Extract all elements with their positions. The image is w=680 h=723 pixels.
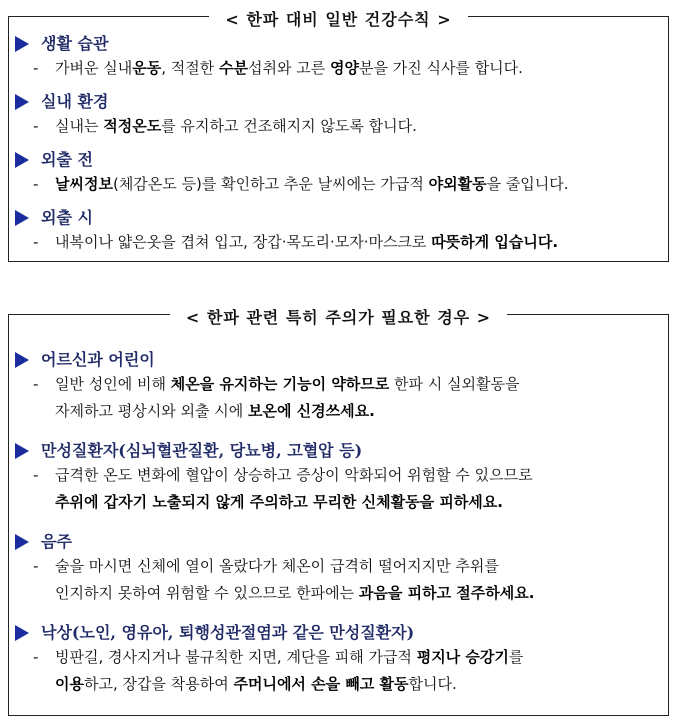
triangle-right-icon [15,625,29,641]
emphasis-text: 영양 [329,59,359,77]
general-section-body [33,55,658,82]
body-text: 하고, 장갑을 착용하여 [83,675,234,693]
body-text: 를 유지하고 건조해지지 않도록 합니다. [161,117,417,135]
body-line [33,580,658,607]
body-text: 한파 시 실외활동을 [389,375,520,393]
emphasis-text: 추위에 갑자기 노출되지 않게 주의하고 무리한 신체활동을 피하세요. [55,493,503,511]
emphasis-text: 운동 [132,59,162,77]
emphasis-text: 과음을 피하고 절주하세요. [358,584,535,602]
general-section-body [33,113,658,140]
special-caution-title: < 한파 관련 특히 주의가 필요한 경우 > [9,305,668,328]
general-rules-box [8,10,669,262]
body-text: 내복이나 얇은옷을 겹쳐 입고, 장갑·목도리·모자·마스크로 [55,233,432,251]
body-line: - 빙판길, 경사지거나 불규칙한 지면, 계단을 피해 가급적 평지나 승강기를 [33,648,524,666]
general-section-body [33,229,658,256]
general-section-body [33,171,658,198]
body-line: - 날씨정보(체감온도 등)를 확인하고 추운 날씨에는 가급적 야외활동을 줄입니다. [33,175,569,193]
general-section-heading [15,207,93,229]
body-text: 일반 성인에 비해 [55,375,171,393]
general-rules-title: < 한파 대비 일반 건강수칙 > [9,7,668,30]
body-line: - 일반 성인에 비해 체온을 유지하는 기능이 약하므로 한파 시 실외활동을 [33,375,520,393]
body-line [33,671,658,698]
general-heading-text: 외출 시 [41,208,93,227]
triangle-right-icon [15,36,29,52]
emphasis-text: 날씨정보 [55,175,113,193]
special-section-body [33,462,658,516]
general-section-heading [15,91,108,113]
emphasis-text: 체온을 유지하는 기능이 약하므로 [170,375,390,393]
body-text: (체감온도 등)를 확인하고 추운 날씨에는 가급적 [112,175,429,193]
emphasis-text: 보온에 신경쓰세요. [247,402,375,420]
triangle-right-icon [15,152,29,168]
special-section-heading [15,440,362,462]
emphasis-text: 평지나 승강기 [416,648,509,666]
body-line: - 급격한 온도 변화에 혈압이 상승하고 증상이 악화되어 위험할 수 있으므로 [33,466,533,484]
body-line: - 실내는 적정온도를 유지하고 건조해지지 않도록 합니다. [33,117,417,135]
triangle-right-icon [15,534,29,550]
body-text: 분을 가진 식사를 합니다. [358,59,523,77]
body-text: 합니다. [408,675,457,693]
special-caution-box [8,308,669,716]
body-text: , 적절한 [161,59,219,77]
body-text: 술을 마시면 신체에 열이 올랐다가 체온이 급격히 떨어지지만 추위를 [55,557,499,575]
general-section-heading [15,33,108,55]
special-section-heading [15,531,72,553]
special-heading-text: 어르신과 어린이 [41,350,155,369]
special-section-heading [15,349,155,371]
body-text: 자제하고 평상시와 외출 시에 [55,402,248,420]
triangle-right-icon [15,210,29,226]
body-line [33,398,658,425]
body-text: 인지하지 못하여 위험할 수 있으므로 한파에는 [55,584,359,602]
special-section-body [33,371,658,425]
emphasis-text: 주머니에서 손을 빼고 활동 [233,675,409,693]
emphasis-text: 수분 [218,59,248,77]
special-section-body [33,553,658,607]
body-line [33,489,658,516]
body-text: 빙판길, 경사지거나 불규칙한 지면, 계단을 피해 가급적 [55,648,417,666]
body-text: 가벼운 실내 [55,59,133,77]
body-text: 를 [508,648,524,666]
triangle-right-icon [15,443,29,459]
triangle-right-icon [15,352,29,368]
body-line: - 내복이나 얇은옷을 겹쳐 입고, 장갑·목도리·모자·마스크로 따뜻하게 입습니다. [33,233,559,251]
general-heading-text: 생활 습관 [41,34,109,53]
body-text: 실내는 [55,117,104,135]
body-line: - 술을 마시면 신체에 열이 올랐다가 체온이 급격히 떨어지지만 추위를 [33,557,499,575]
special-section-body [33,644,658,698]
triangle-right-icon [15,94,29,110]
body-text: 급격한 온도 변화에 혈압이 상승하고 증상이 악화되어 위험할 수 있으므로 [55,466,533,484]
emphasis-text: 따뜻하게 입습니다. [431,233,559,251]
special-heading-text: 낙상(노인, 영유아, 퇴행성관절염과 같은 만성질환자) [41,623,415,642]
emphasis-text: 이용 [55,675,84,693]
general-heading-text: 실내 환경 [41,92,109,111]
body-text: 을 줄입니다. [486,175,569,193]
special-heading-text: 만성질환자(심뇌혈관질환, 당뇨병, 고혈압 등) [41,441,363,460]
body-line: - 가벼운 실내운동, 적절한 수분섭취와 고른 영양분을 가진 식사를 합니다. [33,59,523,77]
emphasis-text: 적정온도 [103,117,162,135]
body-text: 섭취와 고른 [247,59,330,77]
special-section-heading [15,622,414,644]
special-heading-text: 음주 [41,532,72,551]
general-heading-text: 외출 전 [41,150,93,169]
emphasis-text: 야외활동 [428,175,487,193]
general-section-heading [15,149,93,171]
